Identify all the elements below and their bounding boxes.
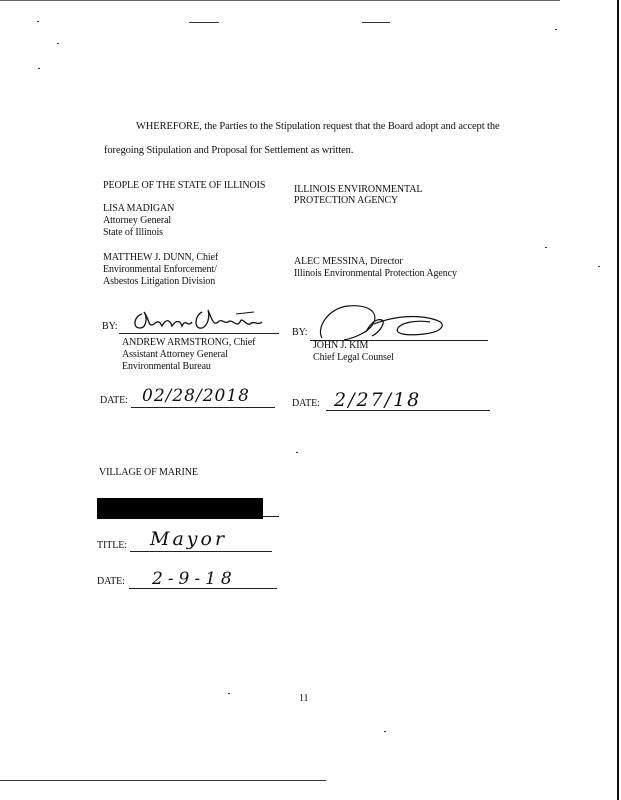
attorney-general-name: LISA MADIGAN — [103, 203, 175, 214]
redacted-signature-block — [97, 498, 263, 519]
scan-speck — [37, 21, 39, 22]
attorney-general-state: State of Illinois — [103, 227, 163, 238]
scan-artifact-top-edge — [0, 0, 560, 1]
right-signer-title: Chief Legal Counsel — [313, 352, 394, 363]
scan-speck — [545, 247, 547, 248]
right-party-heading-line-1: ILLINOIS ENVIRONMENTAL — [294, 184, 423, 195]
left-signer-name: ANDREW ARMSTRONG, Chief — [122, 337, 256, 348]
division-chief-name: MATTHEW J. DUNN, Chief — [103, 252, 219, 263]
left-signer-bureau: Environmental Bureau — [122, 361, 211, 372]
division-chief-line-2: Environmental Enforcement/ — [103, 264, 217, 275]
wherefore-line-1: WHEREFORE, the Parties to the Stipulation request that the Board adopt and accept the — [136, 121, 500, 132]
right-date-value: 2/27/18 — [334, 389, 422, 411]
scan-speck — [57, 43, 59, 44]
scan-speck — [555, 29, 557, 30]
scan-speck — [362, 22, 390, 23]
director-agency: Illinois Environmental Protection Agency — [294, 268, 457, 279]
left-date-value: 02/28/2018 — [142, 386, 250, 406]
village-title-label: TITLE: — [97, 540, 127, 551]
left-signer-title: Assistant Attorney General — [122, 349, 228, 360]
village-date-label: DATE: — [97, 576, 125, 587]
village-heading: VILLAGE OF MARINE — [99, 467, 198, 478]
left-date-label: DATE: — [100, 395, 128, 406]
scan-artifact-bottom-line — [0, 780, 326, 781]
division-chief-line-3: Asbestos Litigation Division — [103, 276, 216, 287]
right-signer-name: JOHN J. KIM — [313, 340, 369, 351]
left-date-line — [131, 407, 275, 408]
scan-speck — [296, 452, 298, 453]
director-name: ALEC MESSINA, Director — [294, 256, 403, 267]
scan-speck — [38, 68, 40, 69]
left-party-heading: PEOPLE OF THE STATE OF ILLINOIS — [103, 180, 266, 191]
scan-artifact-right-edge — [617, 0, 619, 800]
village-title-value: Mayor — [150, 528, 228, 550]
attorney-general-title: Attorney General — [103, 215, 172, 226]
left-by-label: BY: — [102, 321, 118, 332]
right-party-heading-line-2: PROTECTION AGENCY — [294, 195, 399, 206]
page-number: 11 — [299, 693, 309, 704]
scan-speck — [189, 22, 219, 23]
right-date-label: DATE: — [292, 398, 320, 409]
scan-speck — [598, 266, 600, 267]
scan-speck — [384, 731, 386, 732]
wherefore-line-2: foregoing Stipulation and Proposal for Settlement as written. — [104, 145, 354, 156]
village-title-line — [130, 551, 272, 552]
left-signature — [128, 306, 278, 336]
scan-speck — [228, 693, 230, 694]
village-signature-line — [263, 516, 279, 517]
village-date-value: 2-9-18 — [152, 569, 237, 589]
right-by-label: BY: — [292, 327, 308, 338]
